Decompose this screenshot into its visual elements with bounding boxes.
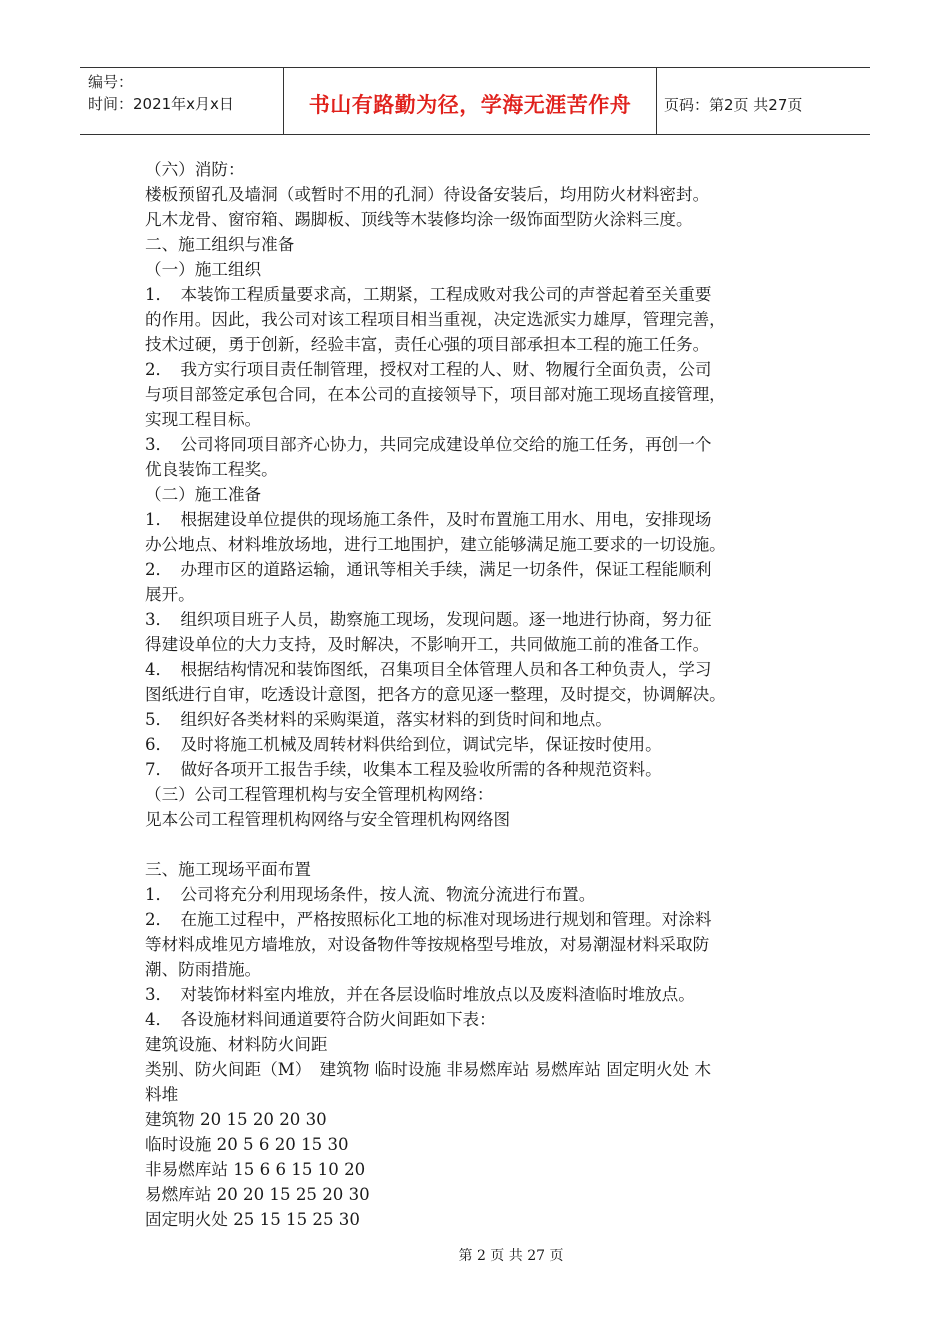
body-line: 二、施工组织与准备 <box>145 235 295 254</box>
body-line: 潮、防雨措施。 <box>145 960 262 979</box>
document-number-label: 编号： <box>88 73 134 91</box>
body-line: 固定明火处 25 15 15 25 30 <box>145 1210 360 1229</box>
body-line: 优良装饰工程奖。 <box>145 460 278 479</box>
body-line: 得建设单位的大力支持，及时解决，不影响开工，共同做施工前的准备工作。 <box>145 635 710 654</box>
body-line: 非易燃库站 15 6 6 15 10 20 <box>145 1160 366 1179</box>
body-line: 3． 对装饰材料室内堆放，并在各层设临时堆放点以及废料渣临时堆放点。 <box>145 985 695 1004</box>
body-line: 1． 根据建设单位提供的现场施工条件，及时布置施工用水、用电，安排现场 <box>145 510 712 529</box>
body-line <box>145 832 810 857</box>
body-line: 办公地点、材料堆放场地，进行工地围护，建立能够满足施工要求的一切设施。 <box>145 535 726 554</box>
body-line: 建筑设施、材料防火间距 <box>145 1035 328 1054</box>
body-line: 技术过硬，勇于创新，经验丰富，责任心强的项目部承担本工程的施工任务。 <box>145 335 710 354</box>
body-line: 易燃库站 20 20 15 25 20 30 <box>145 1185 370 1204</box>
body-line: 3． 公司将同项目部齐心协力，共同完成建设单位交给的施工任务，再创一个 <box>145 435 712 454</box>
body-line: 实现工程目标。 <box>145 410 262 429</box>
body-line: 7． 做好各项开工报告手续，收集本工程及验收所需的各种规范资料。 <box>145 760 662 779</box>
body-line: 三、施工现场平面布置 <box>145 860 311 879</box>
header-motto: 书山有路勤为径，学海无涯苦作舟 <box>308 93 632 117</box>
header-page-info: 页码：第2页 共27页 <box>664 95 803 114</box>
body-line: （六）消防： <box>145 160 245 179</box>
body-line: 料堆 <box>145 1085 179 1104</box>
body-line: 凡木龙骨、窗帘箱、踢脚板、顶线等木装修均涂一级饰面型防火涂料三度。 <box>145 210 693 229</box>
body-line: 见本公司工程管理机构网络与安全管理机构网络图 <box>145 810 511 829</box>
body-line: 2． 在施工过程中，严格按照标化工地的标准对现场进行规划和管理。对涂料 <box>145 910 712 929</box>
body-line: 的作用。因此，我公司对该工程项目相当重视，决定选派实力雄厚，管理完善， <box>145 310 726 329</box>
document-body <box>145 157 810 1232</box>
body-line: 与项目部签定承包合同，在本公司的直接领导下，项目部对施工现场直接管理， <box>145 385 726 404</box>
body-line: （二）施工准备 <box>145 485 262 504</box>
page-footer <box>0 1245 950 1265</box>
body-line: 6． 及时将施工机械及周转材料供给到位，调试完毕，保证按时使用。 <box>145 735 662 754</box>
body-line: 类别、防火间距（M） 建筑物 临时设施 非易燃库站 易燃库站 固定明火处 木 <box>145 1060 712 1079</box>
body-line: 5． 组织好各类材料的采购渠道，落实材料的到货时间和地点。 <box>145 710 612 729</box>
header-meta <box>80 68 283 134</box>
header-page-cell <box>657 68 870 134</box>
body-line: （三）公司工程管理机构与安全管理机构网络： <box>145 785 494 804</box>
body-line: 4． 各设施材料间通道要符合防火间距如下表： <box>145 1010 496 1029</box>
footer-page-number: 第 2 页 共 27 页 <box>458 1248 564 1264</box>
body-line: 2． 办理市区的道路运输，通讯等相关手续，满足一切条件，保证工程能顺利 <box>145 560 712 579</box>
body-line: 3． 组织项目班子人员，勘察施工现场，发现问题。逐一地进行协商，努力征 <box>145 610 712 629</box>
body-line: 1． 公司将充分利用现场条件，按人流、物流分流进行布置。 <box>145 885 596 904</box>
page-header <box>80 67 870 135</box>
body-line: 临时设施 20 5 6 20 15 30 <box>145 1135 349 1154</box>
body-line: 图纸进行自审，吃透设计意图，把各方的意见逐一整理，及时提交，协调解决。 <box>145 685 726 704</box>
document-time-label: 时间：2021年x月x日 <box>88 95 234 113</box>
body-line: （一）施工组织 <box>145 260 262 279</box>
body-line: 4． 根据结构情况和装饰图纸，召集项目全体管理人员和各工种负责人，学习 <box>145 660 712 679</box>
body-line: 展开。 <box>145 585 195 604</box>
body-line: 楼板预留孔及墙洞（或暂时不用的孔洞）待设备安装后，均用防火材料密封。 <box>145 185 710 204</box>
body-line: 2． 我方实行项目责任制管理，授权对工程的人、财、物履行全面负责，公司 <box>145 360 712 379</box>
body-line: 建筑物 20 15 20 20 30 <box>145 1110 327 1129</box>
body-line: 等材料成堆见方墙堆放，对设备物件等按规格型号堆放，对易潮湿材料采取防 <box>145 935 710 954</box>
header-motto-cell <box>283 68 657 134</box>
body-line: 1． 本装饰工程质量要求高，工期紧，工程成败对我公司的声誉起着至关重要 <box>145 285 712 304</box>
